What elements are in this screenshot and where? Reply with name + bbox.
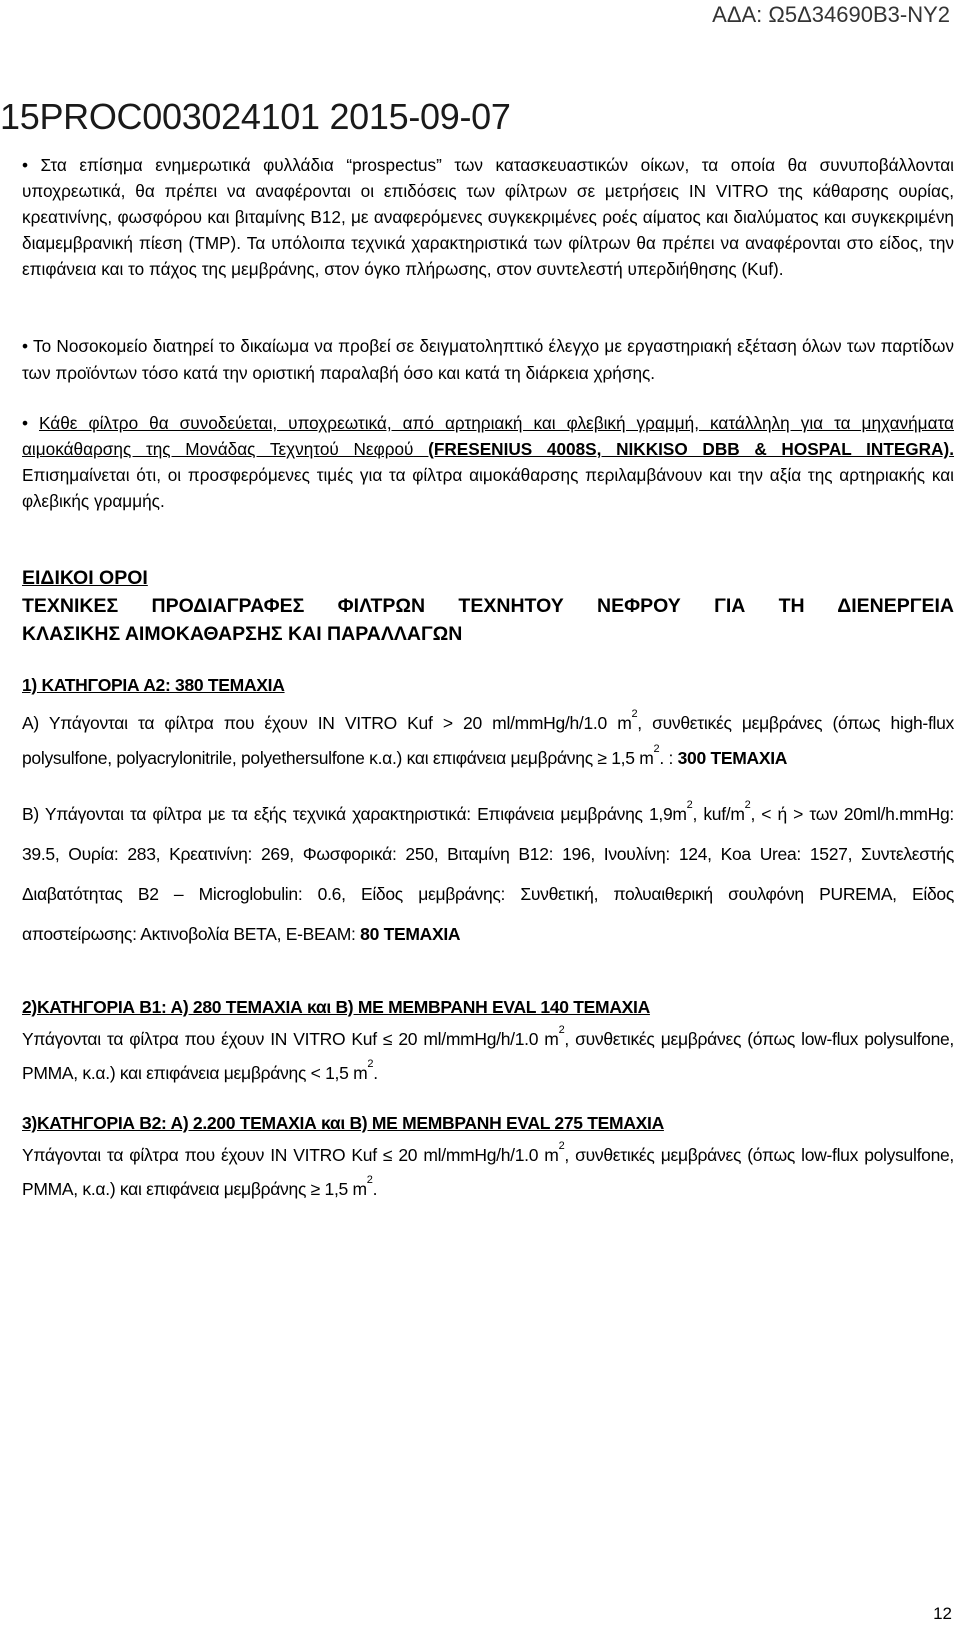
category-b2-title: 3)ΚΑΤΗΓΟΡΙΑ Β2: Α) 2.200 ΤΕΜΑΧΙΑ και Β) ΜΕ ΜΕΜΒΡΑΝΗ EVAL 275 ΤΕΜΑΧΙΑ (22, 1113, 664, 1133)
category-a2-title: 1) ΚΑΤΗΓΟΡΙΑ Α2: 380 ΤΕΜΑΧΙΑ (22, 675, 285, 695)
category-b2-section (22, 1113, 954, 1206)
category-b1-section (22, 997, 954, 1090)
machines-list: (FRESENIUS 4008S, NIKKISO DBB & HOSPAL INTEGRA). (413, 439, 955, 459)
heading-special-terms: ΕΙΔΙΚΟΙ ΟΡΟΙ (22, 567, 148, 589)
bloodlines-underlined-text: Κάθε φίλτρο θα συνοδεύεται, υποχρεωτικά, από αρτηριακή και φλεβική γραμμή, κατάλληλη για τα μηχανήματα αιμοκάθαρσης της Μονάδας Τεχνητού Νεφρού (22, 413, 954, 459)
bullet-bloodlines (22, 410, 954, 514)
category-a2-paragraph-a: Α) Υπάγονται τα φίλτρα που έχουν IN VITRO Kuf > 20 ml/mmHg/h/1.0 $m^2$, συνθετικές μεμβράνες (όπως high-flux polysulfone, polyacrylonitrile, polyethersulfone κ.α.) και επιφάνεια μεμβράνης ≥ 1,5 $m^2$. : 300 ΤΕΜΑΧΙΑ (22, 708, 954, 768)
heading-specs-line2: ΚΛΑΣΙΚΗΣ ΑΙΜΟΚΑΘΑΡΣΗΣ ΚΑΙ ΠΑΡΑΛΛΑΓΩΝ (22, 623, 463, 645)
bullet-marker: • (22, 413, 40, 433)
heading-specs-line1: ΤΕΧΝΙΚΕΣ ΠΡΟΔΙΑΓΡΑΦΕΣ ΦΙΛΤΡΩΝ ΤΕΧΝΗΤΟΥ ΝΕΦΡΟΥ ΓΙΑ ΤΗ ΔΙΕΝΕΡΓΕΙΑ (22, 595, 954, 617)
category-b2-paragraph: Υπάγονται τα φίλτρα που έχουν IN VITRO Kuf ≤ 20 ml/mmHg/h/1.0 $m^2$, συνθετικές μεμβράνες (όπως low-flux polysulfone, PMMA, κ.α.) και επιφάνεια μεμβράνης ≥ 1,5 $m^2$. (22, 1140, 954, 1199)
document-reference: 15PROC003024101 2015-09-07 (0, 96, 511, 137)
bloodlines-rest-text: Επισημαίνεται ότι, οι προσφερόμενες τιμές για τα φίλτρα αιμοκάθαρσης περιλαμβάνουν και την αξία της αρτηριακής και φλεβικής γραμμής. (22, 465, 954, 511)
bullet-prospectus: • Στα επίσημα ενημερωτικά φυλλάδια “prospectus” των κατασκευαστικών οίκων, τα οποία θα συνυποβάλλονται υποχρεωτικά, θα πρέπει να αναφέρονται οι επιδόσεις των φίλτρων σε μετρήσεις IN VITRO της κάθαρσης ουρίας, κρεατινίνης, φωσφόρου και βιταμίνης Β12, με αναφερόμενες συγκεκριμένες ροές αίματος και διαλύματος και συγκεκριμένη διαμεμβρανική πίεση (ΤΜΡ). Τα υπόλοιπα τεχνικά χαρακτηριστικά των φίλτρων θα πρέπει να αναφέρονται στο είδος, την επιφάνεια και το πάχος της μεμβράνης, στον όγκο πλήρωσης, στον συντελεστή υπερδιήθησης (Kuf). (22, 155, 954, 279)
category-b1-paragraph: Υπάγονται τα φίλτρα που έχουν IN VITRO Kuf ≤ 20 ml/mmHg/h/1.0 $m^2$, συνθετικές μεμβράνες (όπως low-flux polysulfone, PMMA, κ.α.) και επιφάνεια μεμβράνης < 1,5 $m^2$. (22, 1024, 954, 1083)
bullet-sampling-control: • Το Νοσοκομείο διατηρεί το δικαίωμα να προβεί σε δειγματοληπτικό έλεγχο με εργαστηριακή εξέταση όλων των παρτίδων των προϊόντων τόσο κατά την οριστική παραλαβή όσο και κατά τη διάρκεια χρήσης. (22, 336, 954, 383)
category-a2-section (22, 675, 954, 954)
ada-code: ΑΔΑ: Ω5Δ34690Β3-ΝΥ2 (712, 2, 950, 27)
category-a2-paragraph-b: Β) Υπάγονται τα φίλτρα με τα εξής τεχνικά χαρακτηριστικά: Επιφάνεια μεμβράνης $1,9m^2$, kuf/$m^2$, < ή > των 20ml/h.mmHg: 39.5, Ουρία: 283, Κρεατινίνη: 269, Φωσφορικά: 250, Βιταμίνη Β12: 196, Ινουλίνη: 124, Koa Urea: 1527, Συντελεστής Διαβατότητας Β2 – Microglobulin: 0.6, Είδος μεμβράνης: Συνθετική, πολυαιθερική σουλφόνη PUREMA, Είδος αποστείρωσης: Ακτινοβολία ΒΕΤΑ, E-BEAM: 80 ΤΕΜΑΧΙΑ (22, 799, 954, 944)
special-terms-heading (22, 564, 954, 648)
category-b1-title: 2)ΚΑΤΗΓΟΡΙΑ Β1: Α) 280 ΤΕΜΑΧΙΑ και Β) ΜΕ ΜΕΜΒΡΑΝΗ EVAL 140 ΤΕΜΑΧΙΑ (22, 997, 650, 1017)
page-number: 12 (933, 1604, 952, 1623)
